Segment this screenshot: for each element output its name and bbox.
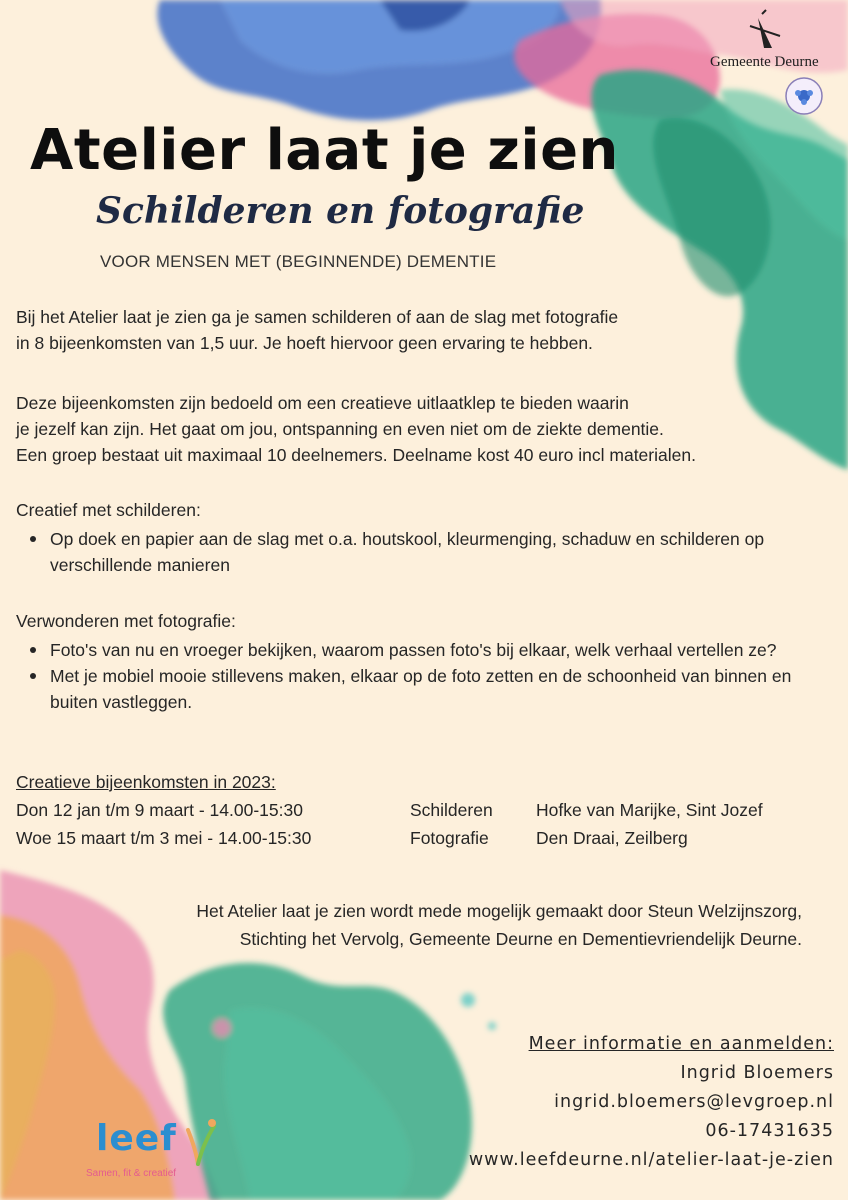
intro-p1-line-1: Bij het Atelier laat je zien ga je samen schilderen of aan de slag met fotografie [16,307,619,327]
list-item: Op doek en papier aan de slag met o.a. houtskool, kleurmenging, schaduw en schilderen op verschillende manieren [24,526,824,578]
contact-block [469,1030,834,1175]
intro-paragraph-2 [16,390,816,468]
audience-line: VOOR MENSEN MET (BEGINNENDE) DEMENTIE [100,252,497,271]
leef-wordmark: leef [96,1118,177,1159]
schedule-type: Fotografie [410,828,489,848]
schedule-dates: Don 12 jan t/m 9 maart - 14.00-15:30 [16,800,303,820]
fotografie-heading: Verwonderen met fotografie: [16,611,236,631]
intro-p2-line-3: Een groep bestaat uit maximaal 10 deelnemers. Deelname kost 40 euro incl materialen. [16,445,696,465]
intro-p1-line-2: in 8 bijeenkomsten van 1,5 uur. Je hoeft hiervoor geen ervaring te hebben. [16,333,593,353]
schedule-location: Den Draai, Zeilberg [536,828,688,848]
contact-heading: Meer informatie en aanmelden: [528,1034,834,1054]
gemeente-name: Gemeente Deurne [710,54,819,70]
schedule-row [16,800,836,826]
schilderen-list [24,526,824,578]
intro-paragraph-1 [16,304,816,356]
leef-tagline: Samen, fit & creatief [86,1168,177,1179]
schedule-location: Hofke van Marijke, Sint Jozef [536,800,763,820]
credits [100,897,802,953]
intro-p2-line-1: Deze bijeenkomsten zijn bedoeld om een creatieve uitlaatklep te bieden waarin [16,393,629,413]
leef-logo [86,1118,226,1188]
intro-p2-line-2: je jezelf kan zijn. Het gaat om jou, ontspanning en even niet om de ziekte dementie. [16,419,664,439]
contact-website-link[interactable]: www.leefdeurne.nl/atelier-laat-je-zien [468,1150,834,1170]
schedule-dates: Woe 15 maart t/m 3 mei - 14.00-15:30 [16,828,312,848]
list-item: Met je mobiel mooie stillevens maken, elkaar op de foto zetten en de schoonheid van binnen en buiten vastleggen. [24,663,824,715]
leef-figure-icon [182,1118,218,1166]
page-title: Atelier laat je zien [30,118,619,183]
gemeente-deurne-logo [700,8,840,118]
fotografie-list [24,637,824,715]
schedule-row [16,828,836,854]
contact-name: Ingrid Bloemers [680,1063,834,1083]
schedule-type: Schilderen [410,800,493,820]
schedule-heading: Creatieve bijeenkomsten in 2023: [16,772,276,792]
credits-line-2: Stichting het Vervolg, Gemeente Deurne en Dementievriendelijk Deurne. [239,929,802,949]
list-item: Foto's van nu en vroeger bekijken, waarom passen foto's bij elkaar, welk verhaal vertellen ze? [24,637,824,663]
contact-email-link[interactable]: ingrid.bloemers@levgroep.nl [554,1092,834,1112]
page-subtitle: Schilderen en fotografie [96,190,585,232]
schilderen-heading: Creatief met schilderen: [16,500,201,520]
contact-phone[interactable]: 06-17431635 [705,1121,834,1141]
credits-line-1: Het Atelier laat je zien wordt mede mogelijk gemaakt door Steun Welzijnszorg, [196,901,802,921]
